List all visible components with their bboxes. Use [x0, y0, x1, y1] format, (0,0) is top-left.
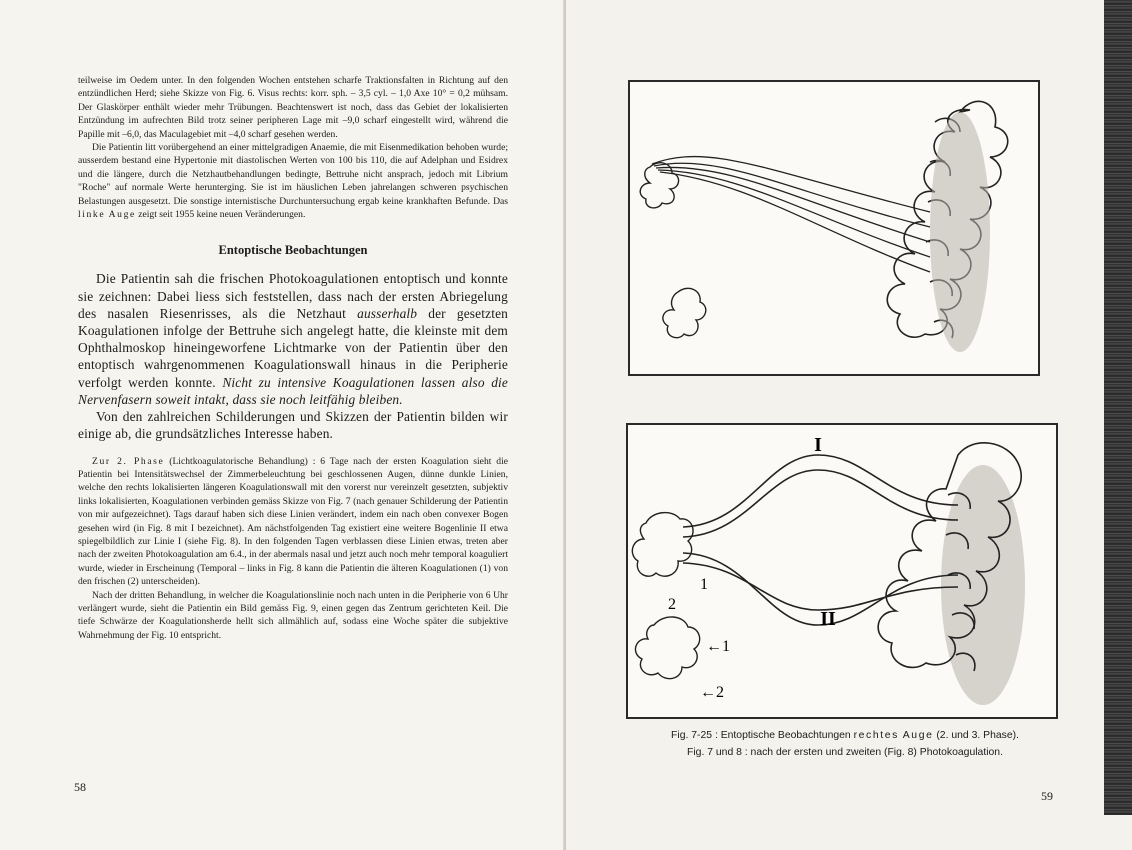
main-paragraph-1-mid: der gesetzten Koagulationen infolge der Bettruhe sich angelegt hatte, die kleinste mit dem Ophthalmoskop hineingeworfene Lichtmarke von der Patientin über den entoptisch wahrgenommenen Koagulationswall hinaus in die Peripherie verfolgt werden konnte.: [78, 305, 509, 390]
intro-paragraph-2-spaced: linke Auge: [78, 209, 136, 221]
figure-8-shading: [941, 465, 1025, 705]
page-number-right: 59: [1041, 789, 1053, 803]
figure-8-label-2b: ←2: [700, 684, 724, 701]
phase-paragraph: [78, 455, 508, 589]
caption-line-1: [640, 727, 1050, 744]
caption-line-1-spaced: rechtes Auge: [853, 730, 934, 741]
arc-I: [683, 455, 958, 527]
caption-line-1-end: (2. und 3. Phase).: [936, 730, 1019, 741]
figure-7-box: [628, 80, 1040, 376]
phase-heading: Zur 2. Phase: [92, 455, 165, 467]
figure-7-connecting-lines: [652, 157, 930, 272]
intro-paragraph-2-text: Die Patientin litt vorübergehend an einer mittelgradigen Anaemie, die mit Eisenmedikation behoben wurde; ausserdem bestand eine Hypertonie mit diastolischen Werten von 100 bis 110, die auf Adelphan und Esidrex und die längere, durch die Netzhautbehandlungen bedingte, Bettruhe nicht ansprach, jedoch mit Librium "Roche" auf normale Werte herunterging. Sie ist im häuslichen Leben jahrelangen schweren psychischen Belastungen ausgesetzt. Die sonstige internistische Durchuntersuchung ergab keine krankhaften Befunde. Das: [78, 142, 508, 207]
figure-8-label-II: II: [820, 608, 836, 630]
figure-8-label-1a: 1: [700, 576, 708, 593]
figure-8-label-2a: 2: [668, 596, 676, 613]
intro-paragraph-2: [78, 141, 508, 221]
figure-caption: [640, 727, 1050, 761]
caption-line-2: Fig. 7 und 8 : nach der ersten und zweiten (Fig. 8) Photokoagulation.: [687, 747, 1003, 758]
figure-7-isolated-coags: [640, 163, 706, 338]
phase-paragraph-text: (Lichtkoagulatorische Behandlung) : 6 Tage nach der ersten Koagulation sieht die Patientin bei Intensitätswechsel der Zimmerbeleuchtung bei geschlossenen Augen, dünne dunkle Linien, welche den rechts lokalisierten längeren Koagulationswall mit den vorerst nur vereinzelt gesetzten, subjektiv links lokalisierten, Koagulationen verbinden gemäss Skizze von Fig. 7 (nach genauer Schilderung der Patientin von mir aufgezeichnet). Tags darauf haben sich diese Linien verändert, indem ein nach oben convexer Bogen gesehen wird (in Fig. 8 mit I bezeichnet). Am nächstfolgenden Tag existiert eine weitere Bogenlinie II etwa spiegelbildlich zur Linie I (siehe Fig. 8). In den folgenden Tagen verblassen diese Linien etwas, treten aber nach der zweiten Photokoagulation am 6.4., in der abermals nasal und jetzt auch noch mehr temporal koaguliert wurde, wieder in Erscheinung (Temporal – links in Fig. 8 kann die Patientin die älteren Koagulationen (1) von den frischen (2) unterscheiden).: [78, 455, 508, 588]
binding-edge: [1104, 0, 1132, 815]
figure-8-drawing: [628, 425, 1056, 717]
left-text-column: [78, 74, 508, 642]
main-paragraph-1-italic-2: Nicht zu intensive Koagulationen lassen also die Nervenfasern soweit intakt, dass sie noch leitfähig bleiben.: [78, 374, 508, 407]
figure-8-arcs: [683, 455, 958, 625]
figure-8-label-I: I: [814, 434, 822, 456]
caption-line-1-start: Fig. 7-25 : Entoptische Beobachtungen: [671, 730, 851, 741]
figure-8-label-1b: ←1: [706, 638, 730, 655]
main-paragraph-1: [78, 270, 508, 408]
main-paragraph-1-italic-1: ausserhalb: [357, 305, 418, 321]
figure-7-shading: [930, 112, 990, 352]
section-title: Entoptische Beobachtungen: [218, 243, 368, 258]
figure-8-box: [626, 423, 1058, 719]
main-paragraph-2: Von den zahlreichen Schilderungen und Skizzen der Patientin bilden wir einige ab, die grundsätzliches Interesse haben.: [78, 409, 508, 442]
page-number-left: 58: [74, 780, 86, 794]
figure-8-left-coags: [632, 513, 699, 679]
main-paragraph-1-text: Die Patientin sah die frischen Photokoagulationen entoptisch und konnte sie zeichnen: Dabei liess sich feststellen, dass nach der ersten Abriegelung des nasalen Riesenrisses, als die Netzhaut: [78, 271, 508, 321]
phase-paragraph-2: Nach der dritten Behandlung, in welcher die Koagulationslinie noch nach unten in die Peripherie von 6 Uhr verlängert wurde, sieht die Patientin ein Bild gemäss Fig. 9, einen gegen das Zentrum gerichteten Keil. Die tiefe Schwärze der Koagulationsherde hellt sich allmählich auf, sodass eine Woche später die subjektive Wahrnehmung der Fig. 10 entspricht.: [78, 589, 508, 641]
intro-paragraph-1: teilweise im Oedem unter. In den folgenden Wochen entstehen scharfe Traktionsfalten in Richtung auf den entzündlichen Herd; siehe Skizze von Fig. 6. Visus rechts: korr. sph. – 3,5 cyl. – 1,0 Axe 10° = 0,2 mühsam. Der Glaskörper enthält wieder mehr Trübungen. Beachtenswert ist noch, dass das Gebiet der lokalisierten Entzündung im aufrechten Bild trotz seiner peripheren Lage mit –9,0 scharf eingestellt wird, während die Papille mit –6,0, das Maculagebiet mit –4,0 scharf gesehen werden.: [78, 75, 508, 140]
intro-paragraph-2-end: zeigt seit 1955 keine neuen Veränderungen.: [138, 209, 306, 221]
figure-7-drawing: [630, 82, 1038, 374]
